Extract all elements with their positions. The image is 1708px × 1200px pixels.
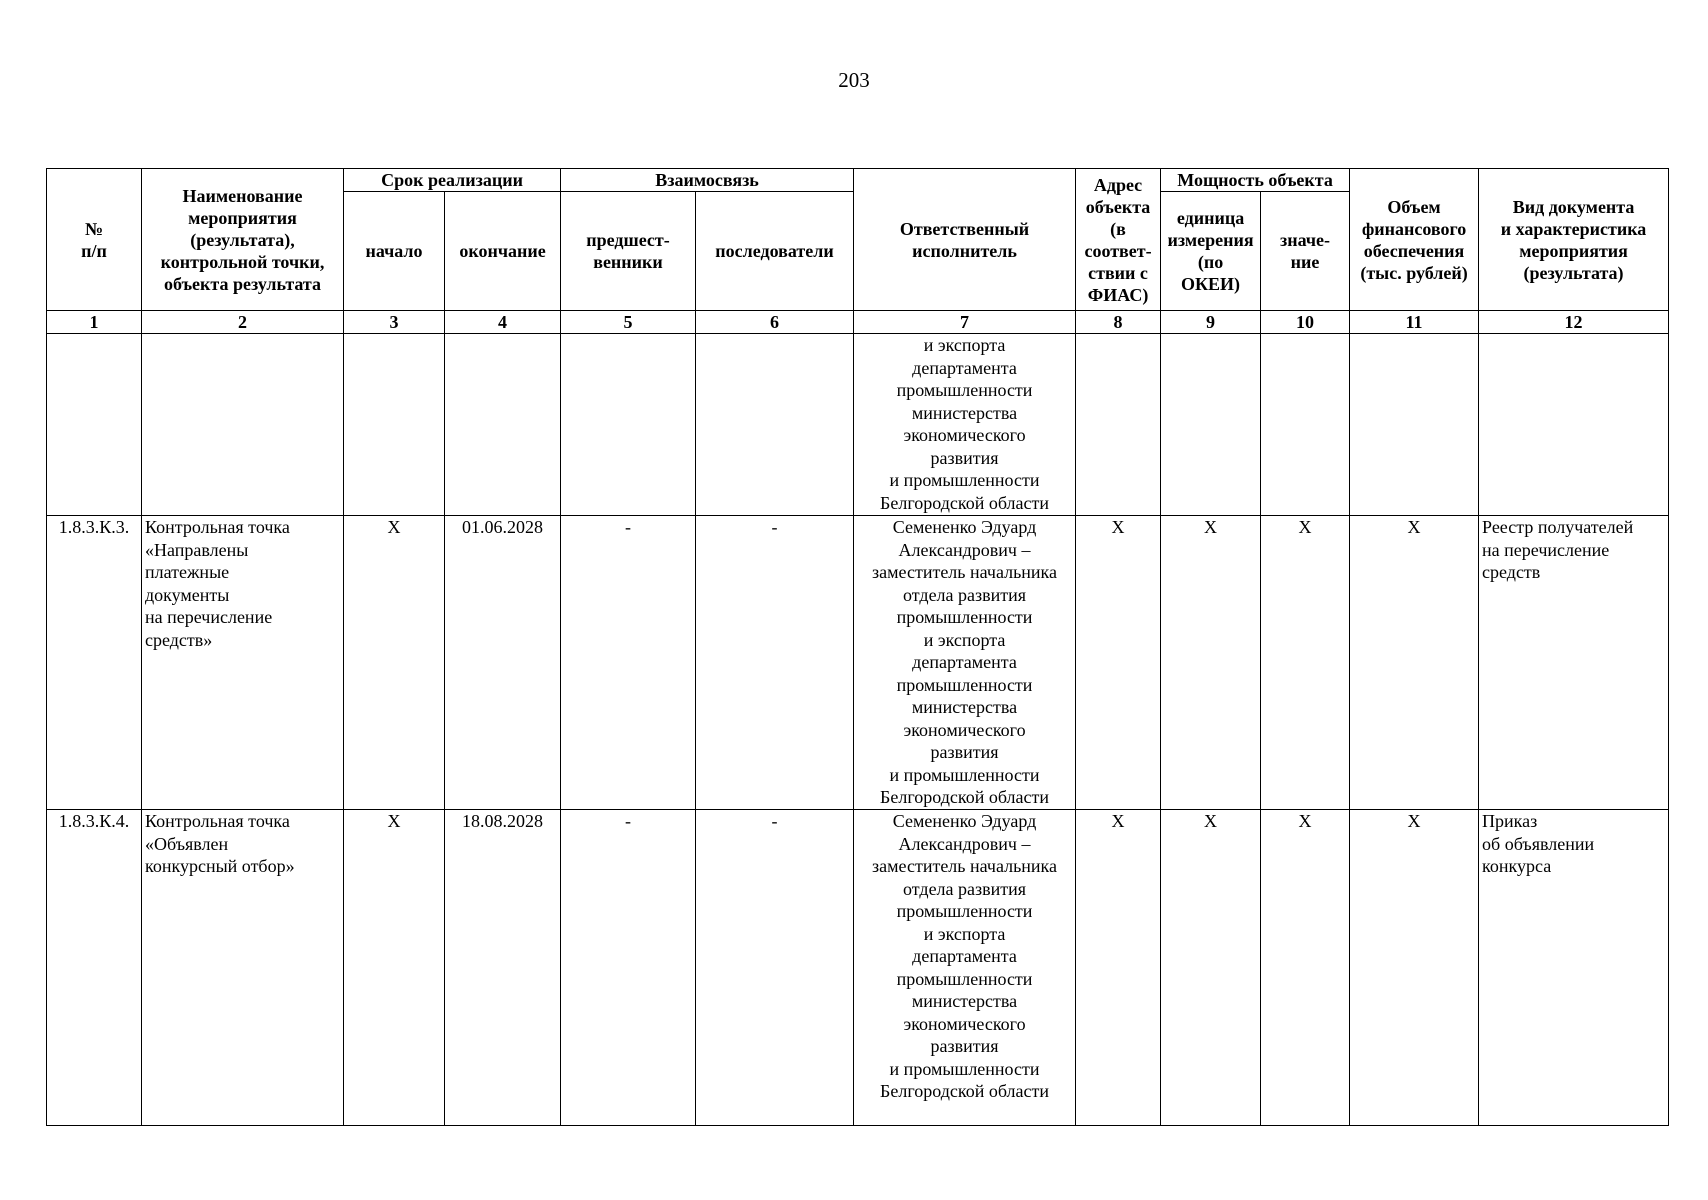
cell-executor: Семененко Эдуард Александрович – заместитель начальника отдела развития промышленности и экспорта департамента промышленности министерства экономического развития и промышленности Белгородской области	[854, 810, 1076, 1126]
cell-finance: X	[1350, 516, 1479, 810]
cell-unit: X	[1161, 810, 1261, 1126]
cell-unit	[1161, 334, 1261, 516]
cell-end: 01.06.2028	[445, 516, 561, 810]
header-address: Адрес объекта (в соответ- ствии с ФИАС)	[1076, 169, 1161, 311]
header-term-group: Срок реализации	[344, 169, 561, 192]
header-finance: Объем финансового обеспечения (тыс. рублей)	[1350, 169, 1479, 311]
header-capacity-group: Мощность объекта	[1161, 169, 1350, 192]
column-number: 12	[1479, 311, 1669, 334]
header-name: Наименование мероприятия (результата), контрольной точки, объекта результата	[142, 169, 344, 311]
cell-executor: Семененко Эдуард Александрович – заместитель начальника отдела развития промышленности и экспорта департамента промышленности министерства экономического развития и промышленности Белгородской области	[854, 516, 1076, 810]
column-number: 8	[1076, 311, 1161, 334]
header-relation-group: Взаимосвязь	[561, 169, 854, 192]
cell-no	[47, 334, 142, 516]
header-successors: последователи	[696, 192, 854, 311]
header-unit: единица измерения (по ОКЕИ)	[1161, 192, 1261, 311]
cell-finance: X	[1350, 810, 1479, 1126]
table-row	[47, 516, 1669, 810]
column-numbers-row	[47, 311, 1669, 334]
cell-executor: и экспорта департамента промышленности министерства экономического развития и промышленности Белгородской области	[854, 334, 1076, 516]
column-number: 3	[344, 311, 445, 334]
cell-end: 18.08.2028	[445, 810, 561, 1126]
header-predecessors: предшест- венники	[561, 192, 696, 311]
cell-successors: -	[696, 810, 854, 1126]
column-number: 9	[1161, 311, 1261, 334]
cell-value: X	[1261, 810, 1350, 1126]
cell-start: X	[344, 516, 445, 810]
cell-unit: X	[1161, 516, 1261, 810]
table-row-continuation	[47, 334, 1669, 516]
column-number: 2	[142, 311, 344, 334]
cell-doc-type: Реестр получателей на перечисление средств	[1479, 516, 1669, 810]
cell-name: Контрольная точка «Объявлен конкурсный отбор»	[142, 810, 344, 1126]
cell-successors	[696, 334, 854, 516]
cell-start: X	[344, 810, 445, 1126]
header-no: № п/п	[47, 169, 142, 311]
header-value: значе- ние	[1261, 192, 1350, 311]
cell-doc-type	[1479, 334, 1669, 516]
cell-end	[445, 334, 561, 516]
cell-address: X	[1076, 516, 1161, 810]
column-number: 10	[1261, 311, 1350, 334]
cell-name	[142, 334, 344, 516]
column-number: 5	[561, 311, 696, 334]
cell-finance	[1350, 334, 1479, 516]
table-row	[47, 810, 1669, 1126]
column-number: 11	[1350, 311, 1479, 334]
cell-doc-type: Приказ об объявлении конкурса	[1479, 810, 1669, 1126]
cell-value	[1261, 334, 1350, 516]
cell-successors: -	[696, 516, 854, 810]
cell-value: X	[1261, 516, 1350, 810]
header-start: начало	[344, 192, 445, 311]
cell-no: 1.8.3.К.4.	[47, 810, 142, 1126]
cell-address: X	[1076, 810, 1161, 1126]
cell-address	[1076, 334, 1161, 516]
header-end: окончание	[445, 192, 561, 311]
header-doc-type: Вид документа и характеристика мероприятия (результата)	[1479, 169, 1669, 311]
cell-predecessors	[561, 334, 696, 516]
column-number: 4	[445, 311, 561, 334]
measures-table	[46, 168, 1669, 1126]
column-number: 7	[854, 311, 1076, 334]
column-number: 6	[696, 311, 854, 334]
cell-name: Контрольная точка «Направлены платежные документы на перечисление средств»	[142, 516, 344, 810]
column-number: 1	[47, 311, 142, 334]
cell-start	[344, 334, 445, 516]
cell-no: 1.8.3.К.3.	[47, 516, 142, 810]
cell-predecessors: -	[561, 516, 696, 810]
cell-predecessors: -	[561, 810, 696, 1126]
table-header	[47, 169, 1669, 334]
header-executor: Ответственный исполнитель	[854, 169, 1076, 311]
page-number: 203	[838, 68, 870, 92]
